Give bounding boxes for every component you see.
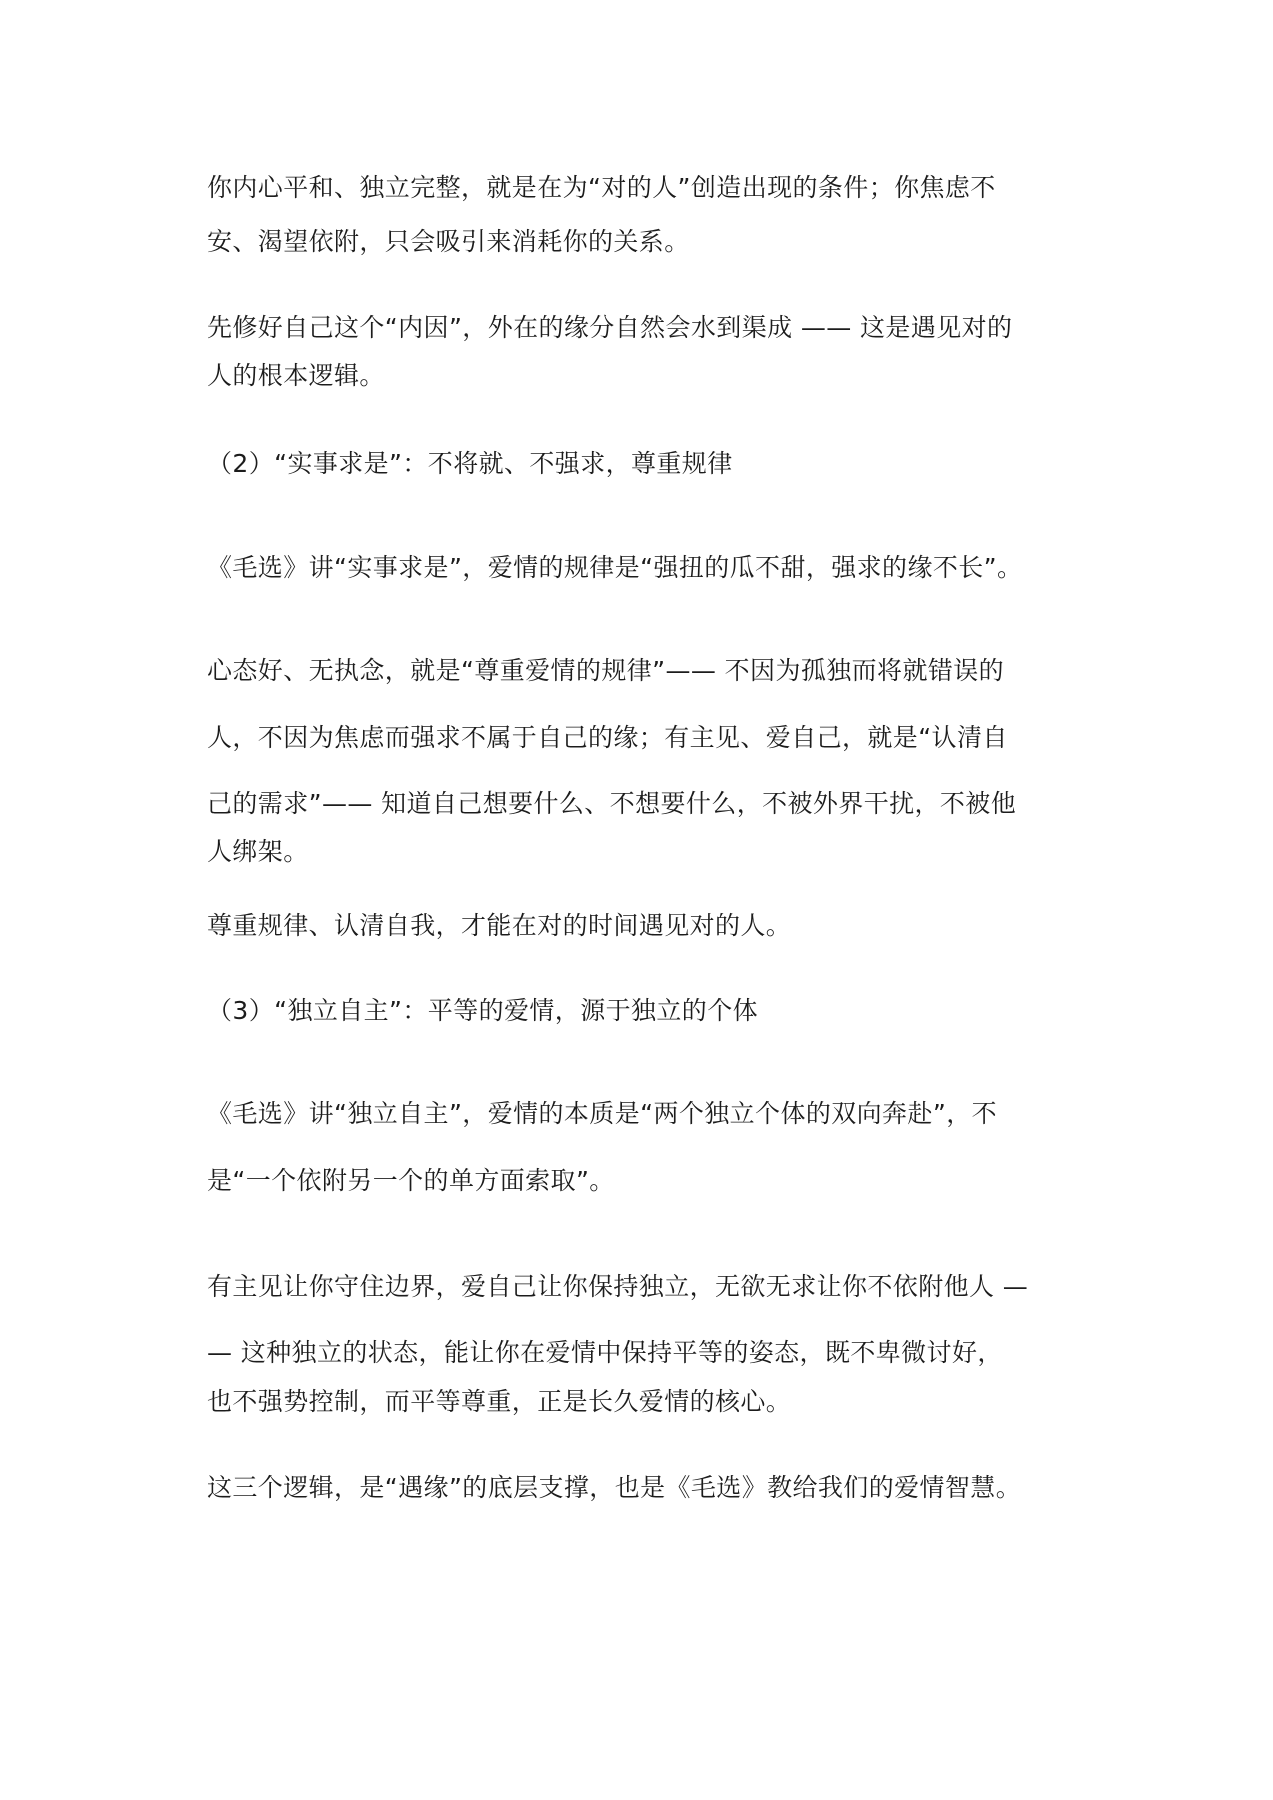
text-line: 这三个逻辑，是“遇缘”的底层支撑，也是《毛选》教给我们的爱情智慧。	[207, 1473, 1022, 1502]
text-line: 有主见让你守住边界，爱自己让你保持独立，无欲无求让你不依附他人 —	[207, 1272, 1029, 1301]
text-line: 己的需求”—— 知道自己想要什么、不想要什么，不被外界干扰，不被他	[207, 789, 1017, 818]
text-line: 是“一个依附另一个的单方面索取”。	[207, 1166, 615, 1195]
text-line: 人的根本逻辑。	[207, 361, 385, 390]
text-line: 《毛选》讲“实事求是”，爱情的规律是“强扭的瓜不甜，强求的缘不长”。	[207, 553, 1023, 582]
text-line: 安、渴望依附，只会吸引来消耗你的关系。	[207, 227, 690, 256]
text-line: 尊重规律、认清自我，才能在对的时间遇见对的人。	[207, 911, 792, 940]
text-line: 心态好、无执念，就是“尊重爱情的规律”—— 不因为孤独而将就错误的	[207, 656, 1005, 685]
text-line: 你内心平和、独立完整，就是在为“对的人”创造出现的条件；你焦虑不	[207, 173, 996, 202]
text-line: 人绑架。	[207, 837, 309, 866]
text-line: 人，不因为焦虑而强求不属于自己的缘；有主见、爱自己，就是“认清自	[207, 723, 1008, 752]
text-line: 先修好自己这个“内因”，外在的缘分自然会水到渠成 —— 这是遇见对的	[207, 313, 1013, 342]
text-line: 《毛选》讲“独立自主”，爱情的本质是“两个独立个体的双向奔赴”，不	[207, 1099, 998, 1128]
text-line: — 这种独立的状态，能让你在爱情中保持平等的姿态，既不卑微讨好，	[207, 1338, 1003, 1367]
section-heading: （3）“独立自主”：平等的爱情，源于独立的个体	[207, 996, 759, 1025]
section-heading: （2）“实事求是”：不将就、不强求，尊重规律	[207, 449, 733, 478]
text-line: 也不强势控制，而平等尊重，正是长久爱情的核心。	[207, 1387, 792, 1416]
